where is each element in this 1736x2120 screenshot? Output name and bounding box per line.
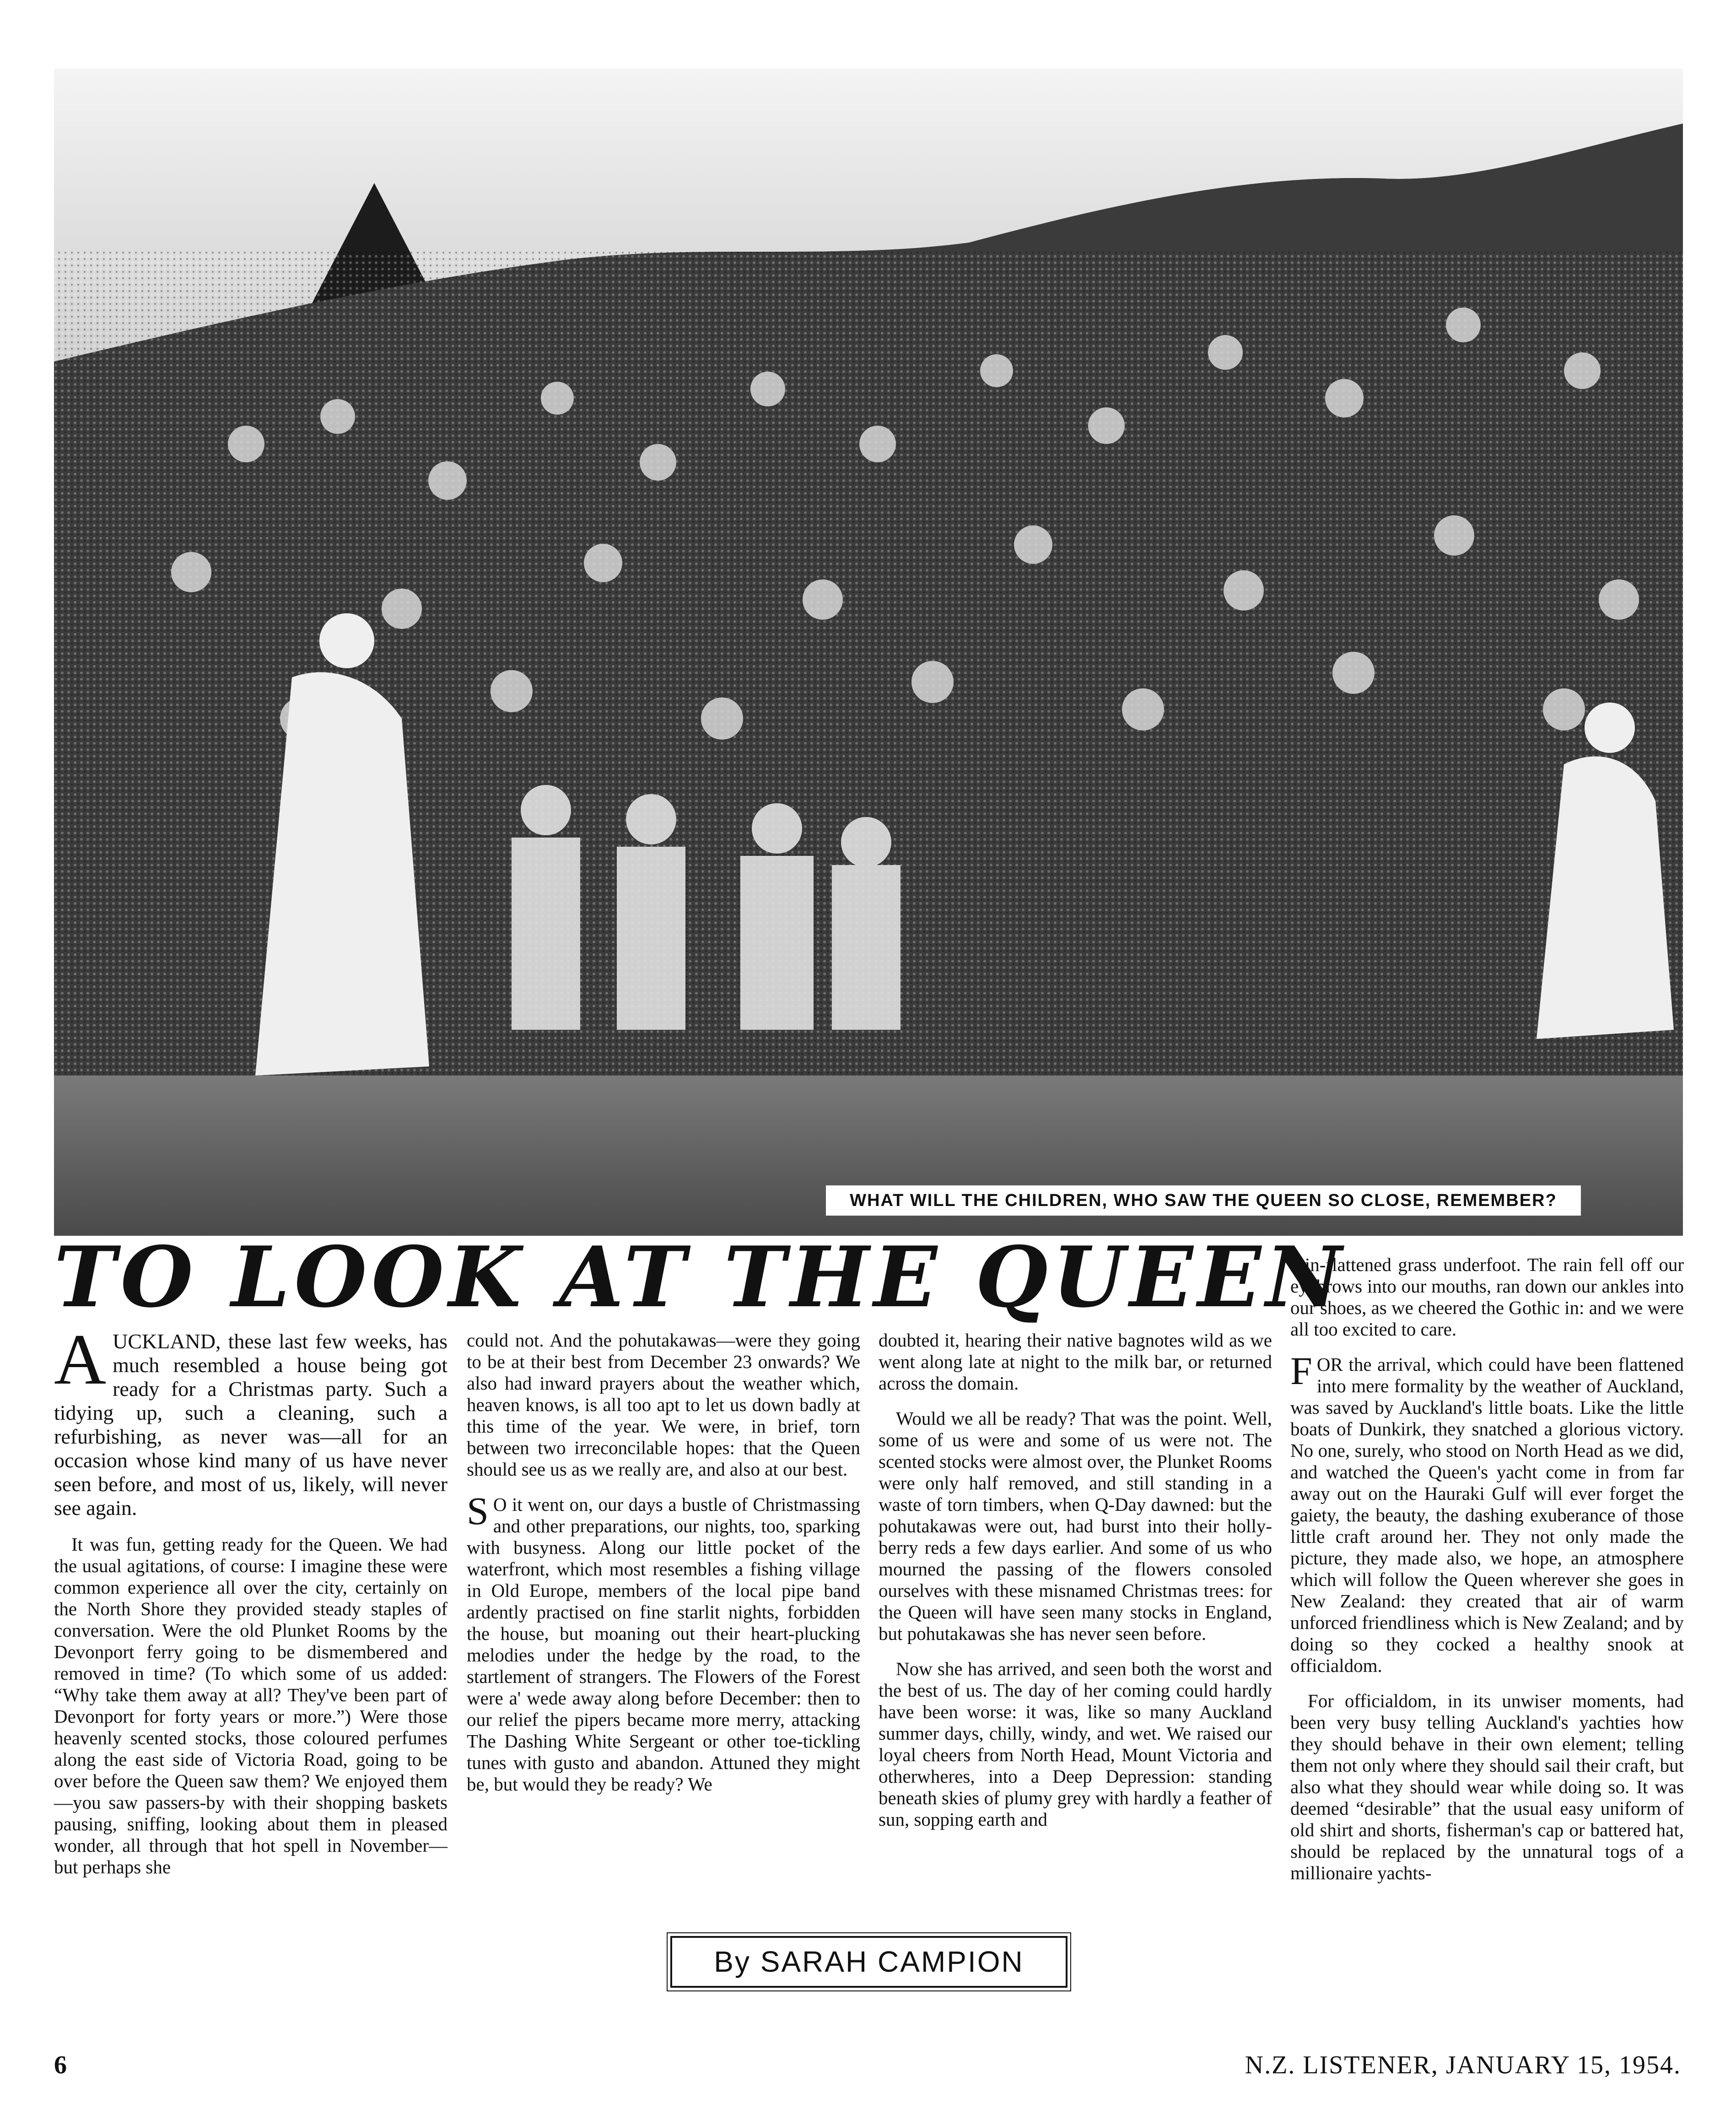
article-paragraph	[1290, 1349, 1684, 1677]
article-paragraph: Now she has arrived, and seen both the worst and the best of us. The day of her coming could hardly have been worse: it was, like so many Auckland summer days, chilly, windy, and wet. We raised our loyal cheers from North Head, Mount Victoria and otherwheres, into a Deep Depression: standing beneath skies of plumy grey with hardly a feather of sun, sopping earth and	[879, 1658, 1272, 1830]
article-paragraph	[467, 1489, 860, 1795]
article-paragraph: could not. And the pohutakawas—were they going to be at their best from December 23 onwards? We also had inward prayers about the weather which, heaven knows, is all too apt to let us down badly at this time of the year. We were, in brief, torn between two irreconcilable hopes: that the Queen should see us as we really are, and also at our best.	[467, 1330, 860, 1480]
drop-cap: F	[1290, 1349, 1312, 1393]
page-number: 6	[54, 2051, 67, 2079]
crowd-photograph	[54, 69, 1683, 1236]
article-paragraph: It was fun, getting ready for the Queen. We had the usual agitations, of course: I imagine these were common experience all over the city, certainly on the North Shore they provided steady staples of conversation. Were the old Plunket Rooms by the Devonport ferry going to be dismembered and removed in time? (To which some of us added: “Why take them away at all? They've been part of Devonport for forty years or more.”) Were those heavenly scented stocks, those coloured perfumes along the east side of Victoria Road, going to be over before the Queen saw them? We enjoyed them—you saw passers-by with their shopping baskets pausing, sniffing, looking about them in pleased wonder, all through that hot spell in November—but perhaps she	[54, 1534, 447, 1877]
article-paragraph: doubted it, hearing their native bagnotes wild as we went along late at night to the milk bar, or returned across the domain.	[879, 1330, 1272, 1394]
drop-cap: A	[54, 1320, 107, 1400]
paragraph-text: O it went on, our days a bustle of Christmassing and other preparations, our nights, too, sparking with busyness. Along our little pocket of the waterfront, which most resembles a fishing village in Old Europe, members of the local pipe band ardently practised on fine starlit nights, forbidden the house, but moaning out their heart-plucking melodies under the hedge by the road, to the startlement of strangers. The Flowers of the Forest were a' wede away along before December: then to our relief the pipers became more merry, attacking The Dashing White Sergeant or other toe-tickling tunes with gusto and abandon. Attuned they might be, but would they be ready? We	[467, 1494, 860, 1795]
issue-line: N.Z. LISTENER, JANUARY 15, 1954.	[1245, 2051, 1681, 2079]
byline: By SARAH CAMPION	[670, 1936, 1067, 1988]
article-column-2	[467, 1330, 860, 1925]
article-paragraph: rain-flattened grass underfoot. The rain fell off our eyebrows into our mouths, ran down our ankles into our shoes, as we cheered the Gothic in: and we were all too excited to care.	[1290, 1254, 1684, 1340]
article-column-3	[879, 1330, 1272, 1925]
photo-caption: WHAT WILL THE CHILDREN, WHO SAW THE QUEEN SO CLOSE, REMEMBER?	[826, 1185, 1581, 1216]
article-paragraph: Would we all be ready? That was the point. Well, some of us were and some of us were not. The scented stocks were almost over, the Plunket Rooms were only half removed, and still standing in a waste of torn timbers, when Q-Day dawned: but the pohutakawas were out, had burst into their holly-berry reds a few days earlier. And some of us who mourned the passing of the flowers consoled ourselves with these misnamed Christmas trees: for the Queen will have seen many stocks in England, but pohutakawas she has never seen before.	[879, 1408, 1272, 1644]
paragraph-text: UCKLAND, these last few weeks, has much resembled a house being got ready for a Christmas party. Such a tidying up, such a cleaning, such a refurbishing, as never was—all for an occasion whose kind many of us have never seen before, and most of us, likely, will never see again.	[54, 1330, 447, 1520]
article-paragraph: For officialdom, in its unwiser moments, had been very busy telling Auckland's yachties how they should behave in their own element; telling them not only where they should sail their craft, but also what they should wear while doing so. It was deemed “desirable” that the usual easy uniform of old shirt and shorts, fisherman's cap or battered hat, should be replaced by the unnatural togs of a millionaire yachts-	[1290, 1690, 1684, 1883]
headline: TO LOOK AT THE QUEEN	[54, 1228, 1347, 1326]
crowd-photo-illustration	[54, 69, 1683, 1236]
drop-cap: S	[467, 1489, 489, 1533]
article-paragraph	[54, 1320, 447, 1520]
paragraph-text: OR the arrival, which could have been flattened into mere formality by the weather of Auckland, was saved by Auckland's little boats. Like the little boats of Dunkirk, they snatched a glorious victory. No one, surely, who stood on North Head as we did, and watched the Queen's yacht come in from far away out on the Hauraki Gulf will ever forget the gaiety, the beauty, the dashing exuberance of those little craft around her. They not only made the picture, they made also, we hope, an atmosphere which will follow the Queen wherever she goes in New Zealand: they created that air of warm unforced friendliness which is New Zealand; and by doing so they cocked a healthy snook at officialdom.	[1290, 1354, 1684, 1676]
article-column-4	[1290, 1254, 1684, 2034]
article-column-1	[54, 1320, 447, 2034]
